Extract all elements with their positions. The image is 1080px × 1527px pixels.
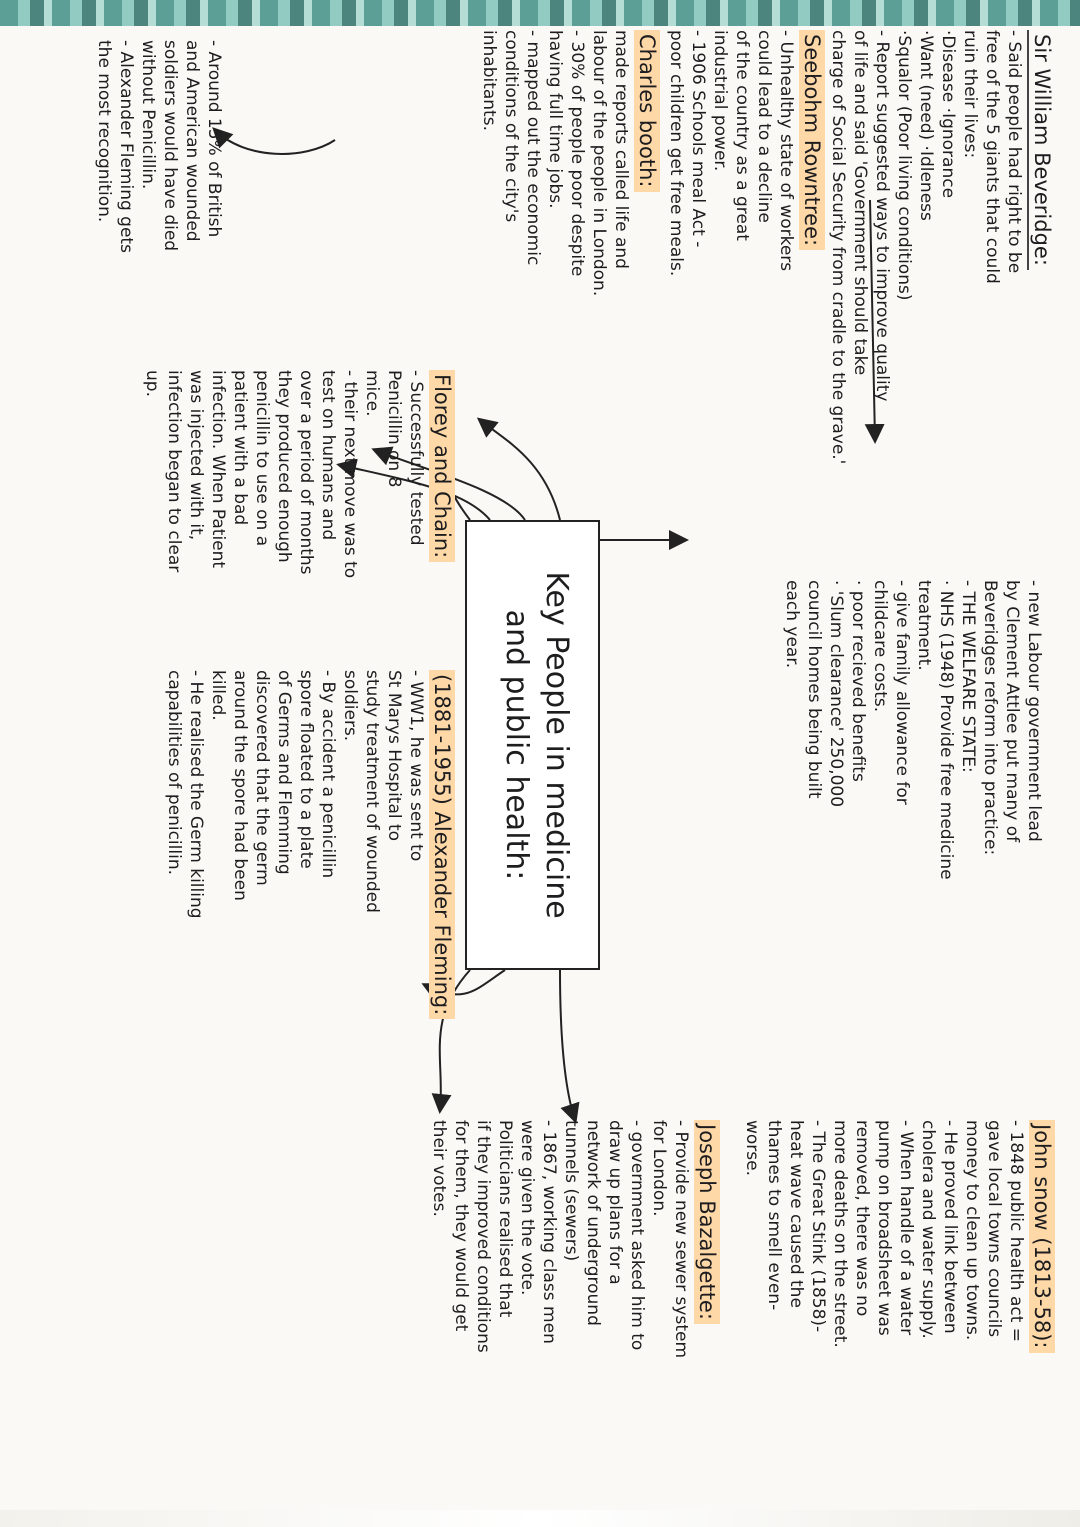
florey-line: patient with a bad [230,370,250,526]
florey-line: they produced enough [274,370,294,563]
rowntree-section [665,30,825,360]
welfare-line: Beveridges reform into practice: [980,580,1000,856]
florey-line: test on humans and [318,370,338,541]
snow-line: - 1848 public health act = [1006,1120,1026,1343]
rotated-notes-page [15,20,1065,1500]
penicillin-impact-section [93,40,225,360]
florey-line: mice. [362,370,382,417]
welfare-line: · NHS (1948) Provide free medicine [936,580,956,880]
welfare-state-section [781,580,1045,1000]
rowntree-line: - 1906 Schools meal Act - [688,30,708,248]
booth-line: having full time jobs. [545,30,565,209]
fleming-line: study treatment of wounded [362,670,382,913]
beveridge-line: ·Disease ·Ignorance [938,30,958,199]
central-title-line2: and public health: [499,609,534,881]
welfare-line: each year. [782,580,802,669]
booth-line: - mapped out the economic [523,30,543,266]
fleming-line: capabilities of penicillin. [164,670,184,875]
booth-line: - 30% of people poor despite [567,30,587,277]
penicillin-impact-line: without Penicillin. [138,40,158,190]
fleming-line: soldiers. [340,670,360,742]
florey-line: up. [142,370,162,397]
booth-line: conditions of the city's [501,30,521,223]
rowntree-line: of the country as a great [732,30,752,241]
welfare-line: council homes being built [804,580,824,799]
florey-line: - Successfully tested [406,370,426,546]
bazalgette-line: for London. [649,1120,669,1217]
fleming-line: - He realised the Germ killing [186,670,206,919]
fleming-line: St Marys Hospital to [384,670,404,842]
bazalgette-line: - Provide new sewer system [671,1120,691,1359]
arrow-booth-to-wounded [215,130,335,154]
snow-line: - He proved link between [940,1120,960,1334]
bazalgette-line: if they improved conditions [473,1120,493,1353]
beveridge-section [827,30,1055,465]
snow-line: cholera and water supply. [918,1120,938,1339]
rowntree-heading: Seebohm Rowntree: [799,30,825,250]
page-edge [0,1510,1080,1527]
fleming-section [163,670,455,1050]
florey-line: Penicillin on 8 [384,370,404,488]
bazalgette-line: - government asked him to [627,1120,647,1351]
beveridge-line: ·Squalor (Poor living conditions) [894,30,914,301]
welfare-line: · poor recieved benefits [848,580,868,782]
fleming-line: killed. [208,670,228,721]
arrow-to-snow [560,970,575,1120]
fleming-line: discovered that the germ [252,670,272,886]
john-snow-heading: John snow (1813-58): [1029,1120,1055,1353]
beveridge-line: ruin their lives: [960,30,980,159]
central-topic-box [465,520,600,970]
booth-line: made reports called life and [611,30,631,269]
florey-line: was injected with it, [186,370,206,541]
bazalgette-line: - 1867, working class men [539,1120,559,1344]
beveridge-line: - Report suggested ways to improve quality [872,30,892,402]
beveridge-line: ·Want (need) ·Idleness [916,30,936,221]
florey-chain-section [141,370,455,670]
rowntree-line: industrial power. [710,30,730,172]
bazalgette-line: tunnels (sewers) [561,1120,581,1262]
beveridge-heading: Sir William Beveridge: [1027,30,1055,270]
welfare-line: treatment. [914,580,934,671]
bazalgette-line: Politicians realised that [495,1120,515,1318]
florey-line: over a period of months [296,370,316,575]
penicillin-impact-line: the most recognition. [94,40,114,223]
bazalgette-heading: Joseph Bazalgette: [694,1120,720,1324]
bazalgette-section [428,1120,720,1480]
booth-heading: Charles booth: [634,30,660,192]
welfare-line: - new Labour government lead [1024,580,1044,842]
snow-line: removed, there was no [852,1120,872,1317]
beveridge-line: charge of Social Security from cradle to the grave.' [828,30,848,465]
bazalgette-line: their votes. [429,1120,449,1217]
bazalgette-line: draw up plans for a [605,1120,625,1285]
snow-line: gave local towns councils [984,1120,1004,1338]
booth-line: inhabitants. [479,30,499,131]
snow-line: - When handle of a water [896,1120,916,1336]
booth-section [478,30,660,360]
florey-line: penicillin to use on a [252,370,272,547]
florey-line: - their next move was to [340,370,360,579]
fleming-line: - WW1, he was sent to [406,670,426,862]
fleming-heading: (1881-1955) Alexander Fleming: [429,670,455,1019]
bazalgette-line: were given the vote. [517,1120,537,1296]
penicillin-impact-line: soldiers would have died [160,40,180,252]
fleming-line: around the spore had been [230,670,250,901]
florey-line: infection. When Patient [208,370,228,569]
fleming-line: spore floated to a plate [296,670,316,869]
arrow-to-beveridge [480,420,560,520]
rowntree-line: poor children get free meals. [666,30,686,277]
booth-line: labour of the people in London. [589,30,609,297]
welfare-line: by Clement Attlee put many of [1002,580,1022,843]
beveridge-line: free of the 5 giants that could [982,30,1002,284]
penicillin-impact-line: - Alexander Fleming gets [116,40,136,253]
bazalgette-line: for them, they would get [451,1120,471,1332]
welfare-line: · 'Slum clearance' 250,000 [826,580,846,808]
welfare-line: childcare costs. [870,580,890,713]
penicillin-impact-line: - Around 15% of British [204,40,224,238]
snow-line: more deaths on the street. [830,1120,850,1348]
central-title-line1: Key People in medicine [539,571,574,919]
welfare-line: - give family allowance for [892,580,912,805]
snow-line: pump on broadsheet was [874,1120,894,1336]
beveridge-line: - Said people had right to be [1004,30,1024,274]
fleming-line: of Germs and Flemming [274,670,294,875]
welfare-line: - THE WELFARE STATE: [958,580,978,773]
snow-line: - The Great Stink (1858)- [808,1120,828,1333]
florey-line: infection began to clear [164,370,184,573]
florey-chain-heading: Florey and Chain: [429,370,455,562]
john-snow-section [741,1120,1055,1480]
rowntree-line: - Unhealthy state of workers [776,30,796,272]
snow-line: money to clean up towns. [962,1120,982,1341]
snow-line: heat wave caused the [786,1120,806,1308]
fleming-line: - By accident a penicillin [318,670,338,879]
beveridge-line: of life and said 'Government should take [850,30,870,376]
rowntree-line: could lead to a decline [754,30,774,223]
snow-line: thames to smell even- [764,1120,784,1311]
bazalgette-line: network of underground [583,1120,603,1326]
snow-line: worse. [742,1120,762,1177]
penicillin-impact-line: and American wounded [182,40,202,242]
